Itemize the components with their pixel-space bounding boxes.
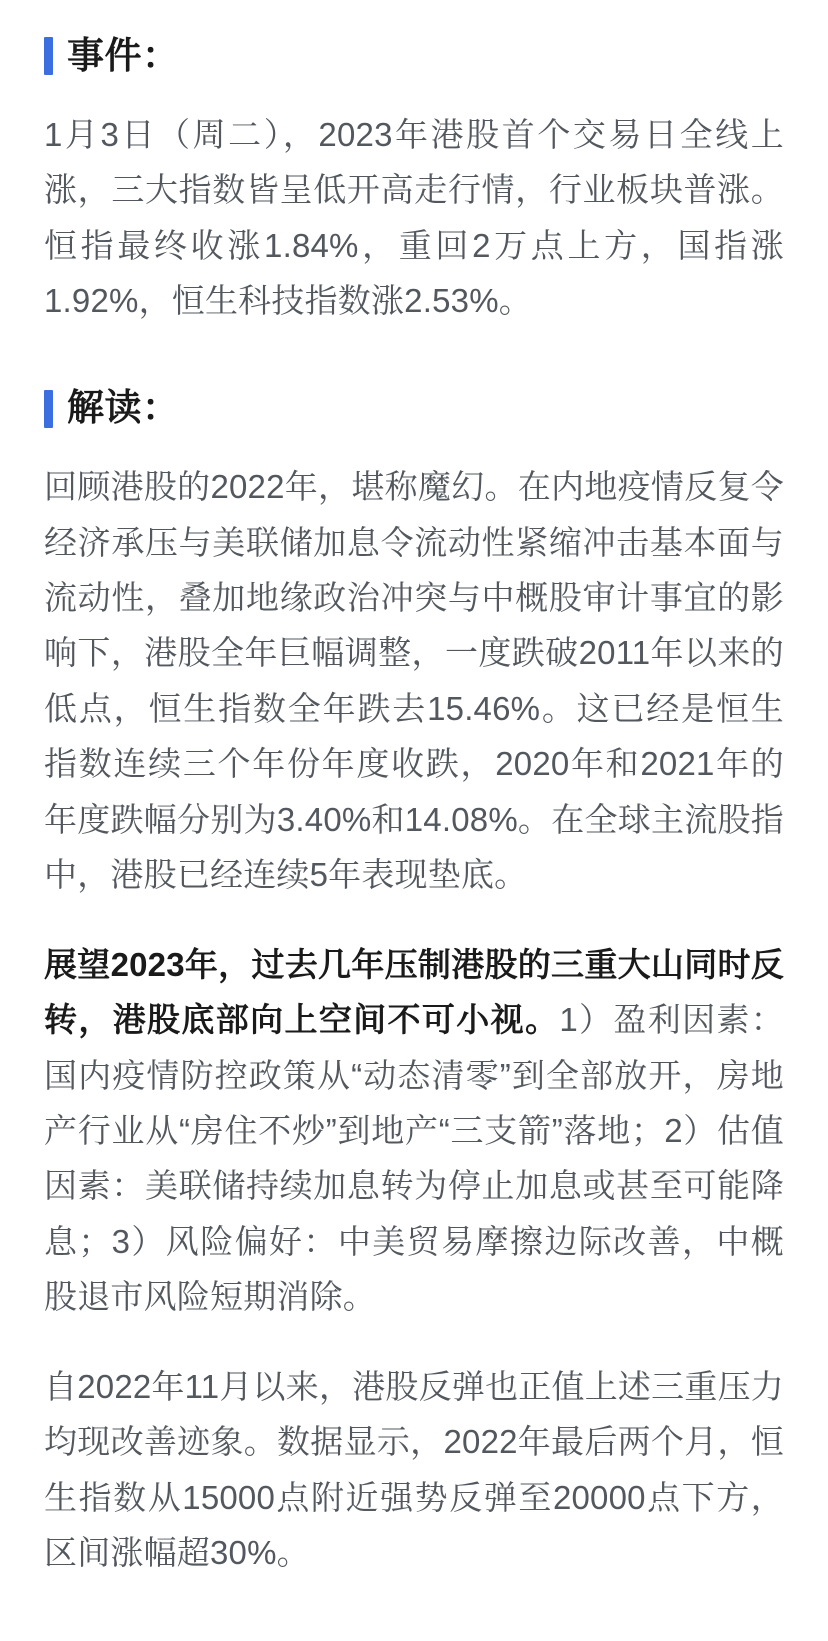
heading-accent-bar-icon (44, 390, 53, 428)
outlook-lead-text: 展望2023年，过去几年压制港股的三重大山同时反转，港股底部向上空间不可小视。 (44, 945, 784, 1039)
event-paragraph: 1月3日（周二），2023年港股首个交易日全线上涨，三大指数皆呈低开高走行情，行业板块普涨。恒指最终收涨1.84%，重回2万点上方，国指涨1.92%，恒生科技指数涨2.53%。 (44, 115, 784, 319)
section-heading-analysis (44, 388, 784, 429)
section-heading-event (44, 36, 784, 77)
section-title-analysis: 解读： (67, 387, 180, 429)
heading-accent-bar-icon (44, 37, 53, 75)
analysis-paragraph-rebound: 自2022年11月以来，港股反弹也正值上述三重压力均现改善迹象。数据显示，2022年最后两个月，恒生指数从15000点附近强势反弹至20000点下方，区间涨幅超30%。 (44, 1367, 784, 1571)
analysis-paragraph-review: 回顾港股的2022年，堪称魔幻。在内地疫情反复令经济承压与美联储加息令流动性紧缩冲击基本面与流动性，叠加地缘政治冲突与中概股审计事宜的影响下，港股全年巨幅调整，一度跌破2011年以来的低点，恒生指数全年跌去15.46%。这已经是恒生指数连续三个年份年度收跌，2020年和2021年的年度跌幅分别为3.40%和14.08%。在全球主流股指中，港股已经连续5年表现垫底。 (44, 468, 784, 894)
outlook-rest-text: 1）盈利因素：国内疫情防控政策从“动态清零”到全部放开，房地产行业从“房住不炒”到地产“三支箭”落地；2）估值因素：美联储持续加息转为停止加息或甚至可能降息；3）风险偏好：中美贸易摩擦边际改善，中概股退市风险短期消除。 (44, 1001, 784, 1316)
section-title-event: 事件： (67, 35, 180, 76)
analysis-paragraph-outlook (44, 937, 784, 1325)
